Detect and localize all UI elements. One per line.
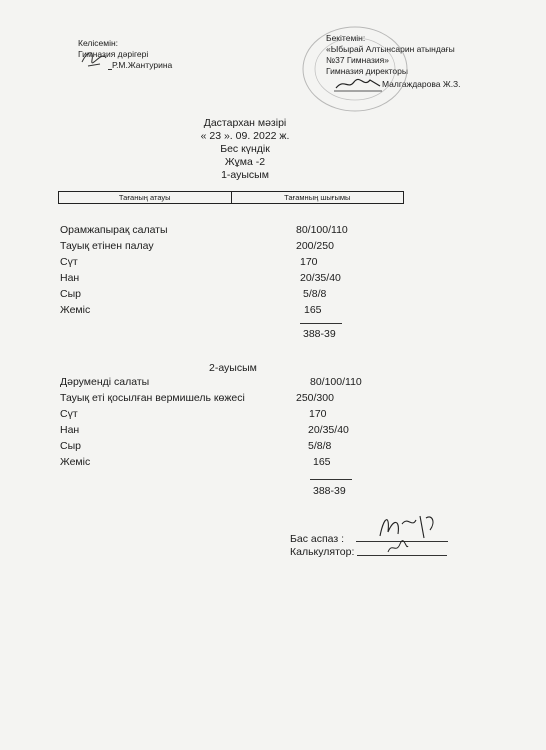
- shift1-total-rule: [300, 323, 342, 324]
- shift2-label: 2-ауысым: [209, 362, 257, 374]
- list-item: Сүт: [60, 408, 78, 420]
- approval-left-name: Р.М.Жантурина: [112, 60, 173, 70]
- approval-right-line2: «Ыбырай Алтынсарин атындағы: [326, 44, 455, 54]
- list-item: Жеміс: [60, 304, 91, 316]
- item-qty: 5/8/8: [303, 288, 327, 300]
- stamp-icon: [300, 24, 410, 114]
- approval-right-name: Малгаждарова Ж.З.: [382, 79, 461, 89]
- item-qty: 165: [313, 456, 331, 468]
- list-item: Тауық еті қосылған вермишель көжесі: [60, 392, 245, 404]
- doctor-sig-tick: [108, 69, 112, 70]
- list-item: Сүт: [60, 256, 78, 268]
- shift2-item-names: [60, 374, 245, 470]
- title-line4: Жұма -2: [224, 156, 266, 168]
- doctor-signature-icon: [80, 46, 120, 68]
- list-item: Нан: [60, 272, 80, 284]
- shift1-item-qty: [296, 222, 348, 318]
- approval-right-line3: №37 Гимназия»: [326, 55, 389, 65]
- shift1-total: 388-39: [303, 328, 336, 340]
- item-qty: 20/35/40: [308, 424, 349, 436]
- calculator-signature-icon: [386, 540, 410, 556]
- shift2-total: 388-39: [313, 485, 346, 497]
- title-line1: Дастархан мәзірі: [203, 117, 287, 129]
- item-qty: 80/100/110: [310, 376, 362, 388]
- item-qty: 5/8/8: [308, 440, 332, 452]
- header-dish-yield: Тағамның шығымы: [231, 192, 404, 203]
- title-date: « 23 ». 09. 2022 ж.: [200, 130, 290, 142]
- item-qty: 170: [309, 408, 327, 420]
- item-qty: 200/250: [296, 240, 334, 252]
- menu-title: [150, 117, 340, 182]
- list-item: Нан: [60, 424, 80, 436]
- approval-left-label: Келісемін:: [78, 38, 119, 48]
- chef-label: Бас аспаз :: [290, 533, 345, 545]
- item-qty: 80/100/110: [296, 224, 348, 236]
- header-dish-name: Тағаның атауы: [118, 193, 171, 202]
- shift2-total-rule: [310, 479, 352, 480]
- title-line3: Бес күндік: [220, 143, 270, 155]
- chef-signature-icon: [376, 510, 446, 544]
- item-qty: 20/35/40: [300, 272, 341, 284]
- list-item: Сыр: [60, 440, 81, 452]
- list-item: Тауық етінен палау: [60, 240, 154, 252]
- approval-left-position: Гимназия дәрігері: [78, 49, 149, 59]
- approval-right-line4: Гимназия директоры: [326, 66, 408, 76]
- item-qty: 165: [304, 304, 322, 316]
- list-item: Сыр: [60, 288, 81, 300]
- shift2-item-qty: [296, 374, 362, 470]
- approval-right-label: Бекітемін:: [326, 33, 366, 43]
- list-item: Орамжапырақ салаты: [60, 224, 168, 236]
- shift1-item-names: [60, 222, 168, 318]
- calculator-label: Калькулятор:: [290, 546, 355, 558]
- item-qty: 170: [300, 256, 318, 268]
- item-qty: 250/300: [296, 392, 334, 404]
- shift1-label: 1-ауысым: [221, 169, 269, 181]
- list-item: Дәруменді салаты: [60, 376, 150, 388]
- menu-header-table: [58, 191, 404, 204]
- director-signature-icon: [334, 76, 384, 94]
- list-item: Жеміс: [60, 456, 91, 468]
